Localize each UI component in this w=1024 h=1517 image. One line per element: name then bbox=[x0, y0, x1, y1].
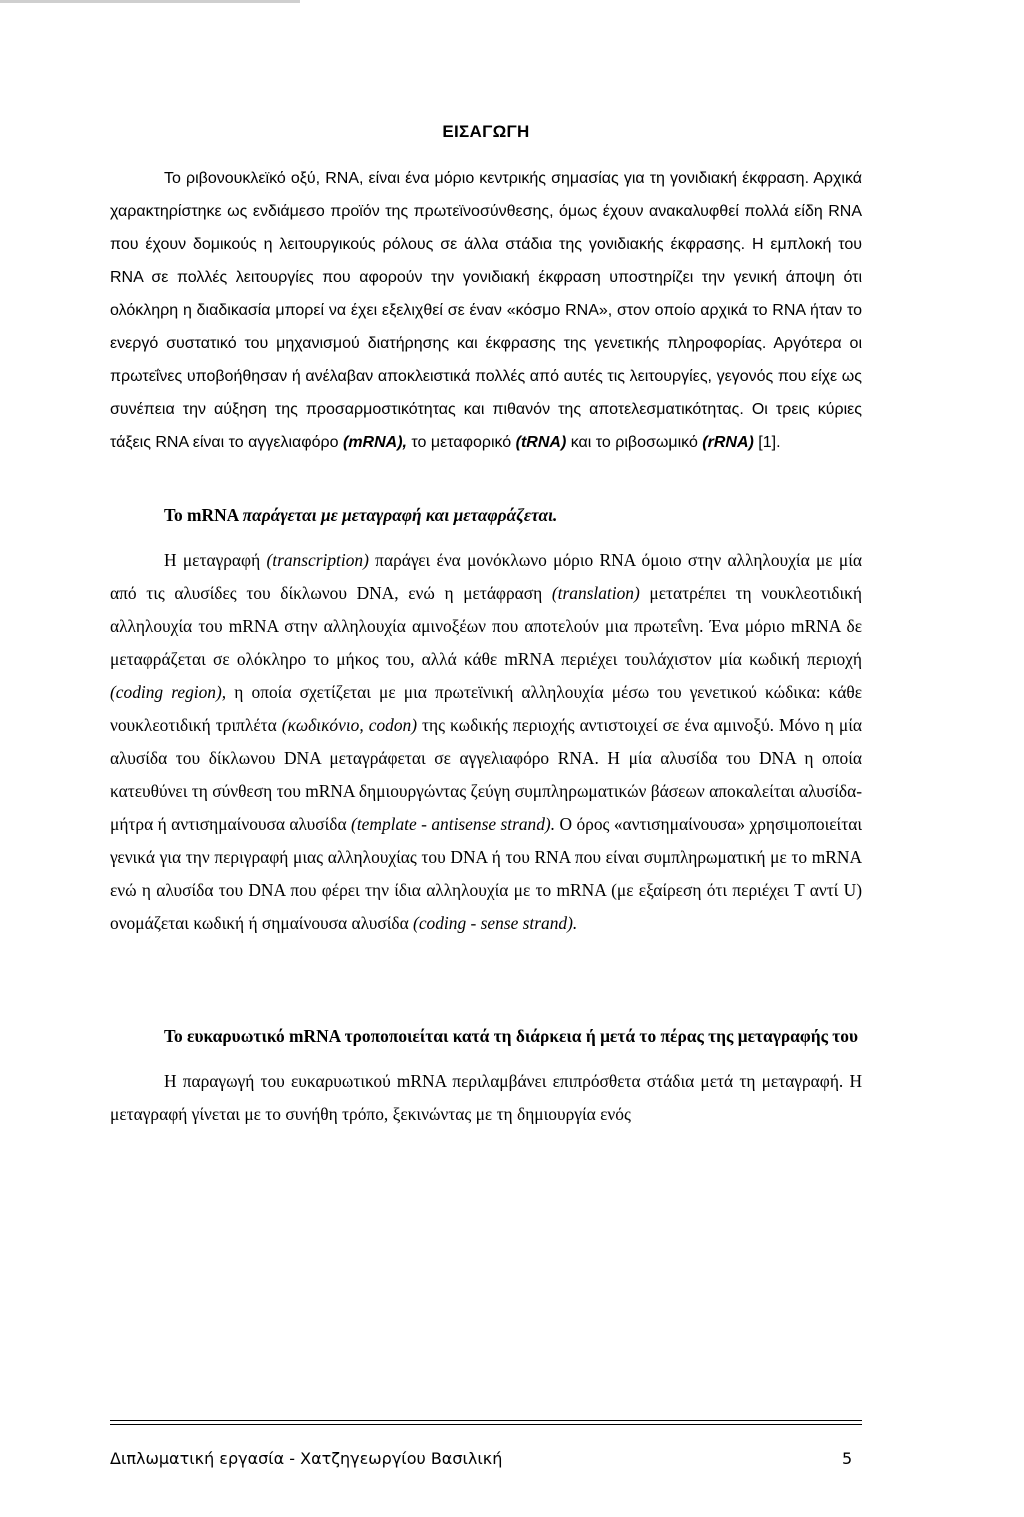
subsection-heading-1: Το mRNA παράγεται με μεταγραφή και μεταφράζεται. bbox=[164, 505, 558, 525]
transcription-paragraph: Η μεταγραφή (transcription) παράγει ένα μονόκλωνο μόριο RNA όμοιο στην αλληλουχία με μία από τις αλυσίδες του δίκλωνου DNA, ενώ η μετάφραση (translation) μετατρέπει τη νουκλεοτιδική αλληλουχία του mRNA στην αλληλουχία αμινοξέων που αποτελούν μια πρωτεΐνη. Ένα μόριο mRNA δε μεταφράζεται σε ολόκληρο το μήκος του, αλλά κάθε mRNA περιέχει τουλάχιστον μία κωδική περιοχή (coding region), η οποία σχετίζεται με μια πρωτεϊνική αλληλουχία μέσω του γενετικού κώδικα: κάθε νουκλεοτιδική τριπλέτα (κωδικόνιο, codon) της κωδικής περιοχής αντιστοιχεί σε ένα αμινοξύ. Μόνο η μία αλυσίδα του δίκλωνου DNA μεταγράφεται σε αγγελιαφόρο RNA. Η μία αλυσίδα του DNA η οποία κατευθύνει τη σύνθεση του mRNA δημιουργώντας ζεύγη συμπληρωματικών βάσεων αποκαλείται αλυσίδα-μήτρα ή αντισημαίνουσα αλυσίδα (template - antisense strand). Ο όρος «αντισημαίνουσα» χρησιμοποιείται γενικά για την περιγραφή μιας αλληλουχίας του DNA ή του RNA που είναι συμπληρωματική με το mRNA ενώ η αλυσίδα του DNA που φέρει την ίδια αλληλουχία με το mRNA (με εξαίρεση ότι περιέχει T αντί U) ονομάζεται κωδική ή σημαίνουσα αλυσίδα (coding - sense strand). bbox=[110, 550, 863, 933]
section-title: ΕΙΣΑΓΩΓΗ bbox=[442, 122, 530, 141]
term-translation: (translation) bbox=[551, 583, 640, 603]
page-content bbox=[110, 122, 862, 1131]
trna-term: (tRNA) bbox=[515, 434, 567, 451]
mrna-term: (mRNA), bbox=[342, 434, 407, 451]
rrna-term: (rRNA) bbox=[702, 434, 754, 451]
term-coding-strand: (coding - sense strand). bbox=[413, 913, 578, 933]
reference: [1]. bbox=[753, 434, 781, 451]
term-codon: (κωδικόνιο, codon) bbox=[281, 715, 418, 735]
footer-divider bbox=[110, 1420, 862, 1421]
eukaryotic-paragraph: Η παραγωγή του ευκαρυωτικού mRNA περιλαμβάνει επιπρόσθετα στάδια μετά τη μεταγραφή. Η μεταγραφή γίνεται με το συνήθη τρόπο, ξεκινώντας με τη δημιουργία ενός bbox=[110, 1071, 862, 1124]
term-template-strand: (template - antisense strand). bbox=[351, 814, 556, 834]
term-transcription: (transcription) bbox=[266, 550, 369, 570]
page-number: 5 bbox=[842, 1449, 853, 1468]
footer-divider-thin bbox=[110, 1424, 862, 1425]
scan-edge-strip bbox=[0, 0, 300, 3]
subsection-heading-2: Το ευκαρυωτικό mRNA τροποποιείται κατά τη διάρκεια ή μετά το πέρας της μεταγραφής του bbox=[164, 1026, 859, 1046]
intro-paragraph: Το ριβονουκλεϊκό οξύ, RNA, είναι ένα μόριο κεντρικής σημασίας για τη γονιδιακή έκφραση. Αρχικά χαρακτηρίστηκε ως ενδιάμεσο προϊόν της πρωτεϊνοσύνθεσης, όμως έχουν ανακαλυφθεί πολλά είδη RNA που έχουν δομικούς η λειτουργικούς ρόλους σε άλλα στάδια της γονιδιακής έκφρασης. Η εμπλοκή του RNA σε πολλές λειτουργίες που αφορούν την γονιδιακή έκφραση υποστηρίζει την γενική άποψη ότι ολόκληρη η διαδικασία μπορεί να έχει εξελιχθεί σε έναν «κόσμο RNA», στον οποίο αρχικά το RNA ήταν το ενεργό συστατικό του μηχανισμού διατήρησης και έκφρασης της γενετικής πληροφορίας. Αργότερα οι πρωτεΐνες υποβοήθησαν ή ανέλαβαν αποκλειστικά πολλές από αυτές τις λειτουργίες, γεγονός που είχε ως συνέπεια την αύξηση της προσαρμοστικότητας και πιθανόν της αποτελεσματικότητας. Οι τρεις κύριες τάξεις RNA είναι το αγγελιαφόρο (mRNA), το μεταφορικό (tRNA) και το ριβοσωμικό (rRNA) [1]. bbox=[110, 170, 862, 451]
footer-title: Διπλωματική εργασία - Χατζηγεωργίου Βασιλική bbox=[110, 1449, 503, 1468]
term-coding-region: (coding region), bbox=[110, 682, 227, 702]
